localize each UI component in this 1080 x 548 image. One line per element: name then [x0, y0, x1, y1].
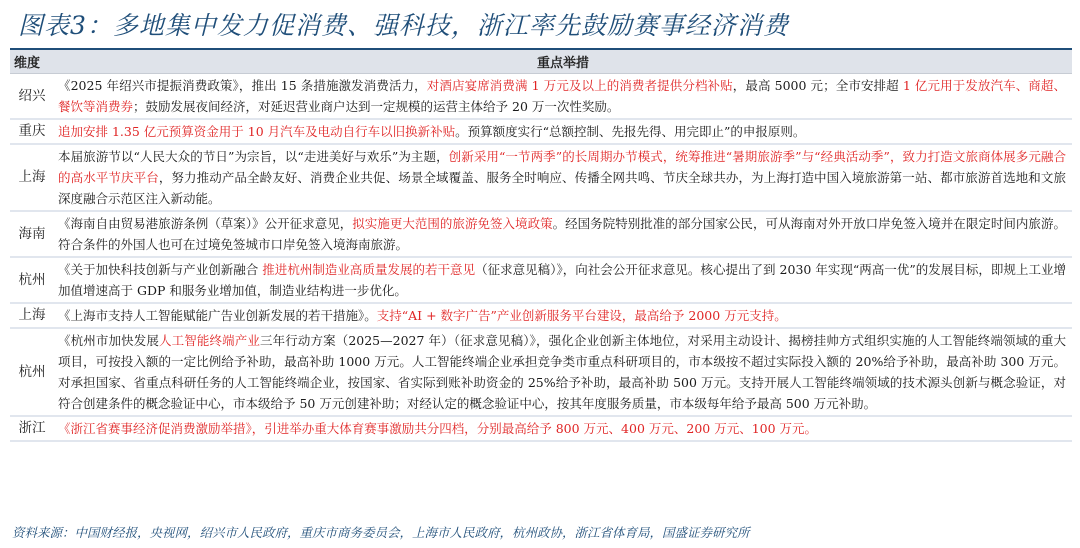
measures-cell	[54, 328, 1072, 416]
measures-cell	[54, 211, 1072, 257]
measure-text: 本届旅游节以“人民大众的节日”为宗旨，以“走进美好与欢乐”为主题，	[58, 149, 449, 164]
region-cell: 杭州	[10, 257, 54, 303]
highlight-text: 1 亿元用于发放汽车、商超、餐饮等消费券	[58, 78, 1067, 114]
measures-cell	[54, 303, 1072, 328]
source-note: 资料来源：中国财经报，央视网，绍兴市人民政府，重庆市商务委员会，上海市人民政府，杭州政协，浙江省体育局，国盛证券研究所	[12, 525, 750, 540]
header-measures: 重点举措	[54, 50, 1072, 74]
region-cell: 重庆	[10, 119, 54, 144]
highlight-text: 追加安排 1.35 亿元预算资金用于 10 月汽车及电动自行车以旧换新补贴	[58, 124, 456, 139]
measures-cell	[54, 144, 1072, 211]
measure-text: （征求意见稿）》，向社会公开征求意见。核心提出了到 2030 年实现“两高一优”的发展目标，即规上工业增加值增速高于 GDP 和服务业增加值，制造业结构进一步优化。	[58, 262, 1066, 298]
highlight-text: 人工智能终端产业	[158, 333, 260, 348]
highlight-text: 拟实施更大范围的旅游免签入境政策	[352, 216, 553, 231]
highlight-text: 支持“AI + 数字广告”产业创新服务平台建设，最高给予 2000 万元支持。	[376, 308, 787, 323]
measure-text: 三年行动方案（2025—2027 年）（征求意见稿）》，强化企业创新主体地位，对采用主动设计、揭榜挂帅方式组织实施的人工智能终端领域的重大项目，可按投入额的一定比例给予补助，最高补助 1000 万元。人工智能终端企业承担竞争类市重点科研项目的，市本级按不超过实际投入额的 20%给予补助，最高补助 300 万元。对承担国家、省重点科研任务的人工智能终端企业，按国家、省实际到账补助资金的 25%给予补助，最高补助 500 万元。支持开展人工智能终端领域的技术源头创新与概念验证，对符合创建条件的概念验证中心，市本级给予 50 万元创建补助；对经认定的概念验证中心，按其年度服务质量，市本级每年给予最高 500 万元补助。	[58, 333, 1066, 411]
region-cell: 浙江	[10, 416, 54, 441]
table-header-row	[10, 50, 1072, 74]
region-cell: 绍兴	[10, 74, 54, 120]
table-row	[10, 74, 1072, 120]
measure-text: 《2025 年绍兴市提振消费政策》，推出 15 条措施激发消费活力，	[58, 78, 427, 93]
measure-text: ，努力推动产品全龄友好、消费企业共促、场景全域覆盖、服务全时响应、传播全网共鸣、节庆全球共办，为上海打造中国入境旅游第一站、都市旅游首选地和文旅深度融合示范区注入新动能。	[58, 170, 1066, 206]
highlight-text: 创新采用“一节两季”的长周期办节模式，统筹推进“暑期旅游季”与“经典活动季”，致力打造文旅商体展多元融合的高水平节庆平台	[58, 149, 1066, 185]
measures-cell	[54, 119, 1072, 144]
measure-text: 《杭州市加快发展	[58, 333, 159, 348]
table-row	[10, 144, 1072, 211]
measure-text: 《海南自由贸易港旅游条例（草案）》公开征求意见，	[58, 216, 353, 231]
table-row	[10, 211, 1072, 257]
measure-text: 。预算额度实行“总额控制、先报先得、用完即止”的申报原则。	[455, 124, 806, 139]
highlight-text: 推进杭州制造业高质量发展的若干意见	[262, 262, 476, 277]
title-bar	[10, 2, 1072, 50]
measure-text: ；鼓励发展夜间经济，对延迟营业商户达到一定规模的运营主体给予 20 万一次性奖励。	[133, 99, 620, 114]
table-row	[10, 303, 1072, 328]
measures-cell	[54, 74, 1072, 120]
region-cell: 上海	[10, 303, 54, 328]
region-cell: 上海	[10, 144, 54, 211]
figure-title: 图表3：多地集中发力促消费、强科技，浙江率先鼓励赛事经济消费	[18, 11, 789, 40]
region-cell: 杭州	[10, 328, 54, 416]
measures-cell	[54, 416, 1072, 441]
measure-text: ，最高 5000 元；全市安排超	[732, 78, 903, 93]
table-row	[10, 416, 1072, 441]
header-dimension: 维度	[10, 50, 54, 74]
highlight-text: 对酒店宴席消费满 1 万元及以上的消费者提供分档补贴	[426, 78, 733, 93]
measure-text: 《上海市支持人工智能赋能广告业创新发展的若干措施》。	[58, 308, 377, 323]
measure-text: 《关于加快科技创新与产业创新融合	[58, 262, 263, 277]
measure-text: 。经国务院特别批准的部分国家公民，可从海南对外开放口岸免签入境并在限定时间内旅游。符合条件的外国人也可在过境免签城市口岸免签入境海南旅游。	[58, 216, 1066, 252]
policy-table	[10, 50, 1072, 442]
table-row	[10, 257, 1072, 303]
highlight-text: 《浙江省赛事经济促消费激励举措》，引进举办重大体育赛事激励共分四档，分别最高给予 800 万元、400 万元、200 万元、100 万元。	[58, 421, 818, 436]
region-cell: 海南	[10, 211, 54, 257]
table-row	[10, 328, 1072, 416]
measures-cell	[54, 257, 1072, 303]
table-row	[10, 119, 1072, 144]
